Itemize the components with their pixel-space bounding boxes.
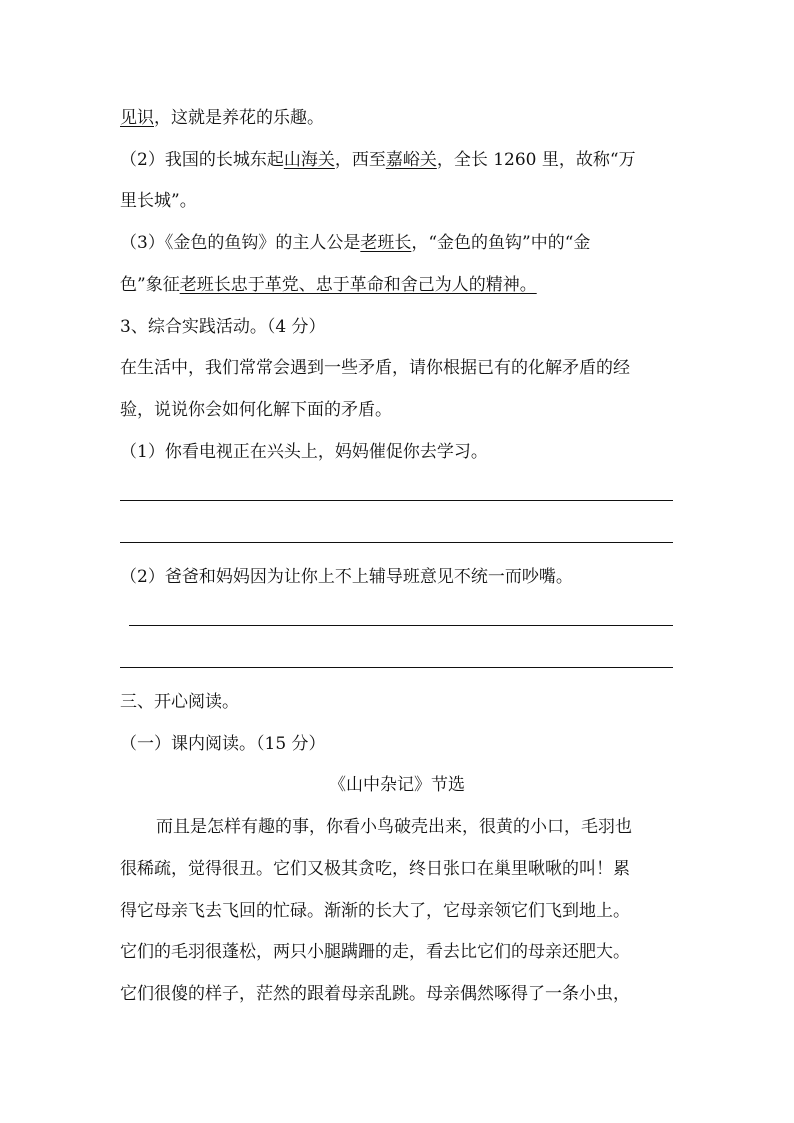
passage-title: 《山中杂记》节选 (329, 775, 465, 795)
passage-line: 它们很傻的样子，茫然的跟着母亲乱跳。母亲偶然啄得了一条小虫， (120, 984, 630, 1004)
question-3-item-2: （2）爸爸和妈妈因为让你上不上辅导班意见不统一而吵嘴。 (120, 567, 573, 587)
answer-underline: 山海关 (283, 150, 335, 170)
question-3-heading: 3、综合实践活动。（4 分） (120, 317, 326, 337)
question-item-3-line-1 (120, 231, 590, 255)
question-item-2-line-2: 里长城”。 (120, 191, 197, 211)
question-text: ，“金色的鱼钩”中的“金 (411, 233, 591, 253)
question-item-3-line-2 (120, 273, 537, 297)
answer-underline: 嘉峪关 (385, 150, 437, 170)
answer-underline: 老班长忠于革党、忠于革命和舍己为人的精神。 (179, 275, 537, 295)
question-text: 色”象征 (120, 275, 180, 295)
answer-blank-line[interactable] (120, 542, 673, 543)
passage-line: 得它母亲飞去飞回的忙碌。渐渐的长大了，它母亲领它们飞到地上。 (120, 901, 630, 921)
section-3-sub-heading: （一）课内阅读。（15 分） (120, 734, 326, 754)
passage-line: 很稀疏，觉得很丑。它们又极其贪吃，终日张口在巢里啾啾的叫！累 (120, 859, 630, 879)
question-text: （2）我国的长城东起 (120, 150, 284, 170)
question-3-intro-line-1: 在生活中，我们常常会遇到一些矛盾，请你根据已有的化解矛盾的经 (120, 358, 630, 378)
answer-underline: 老班长 (360, 233, 412, 253)
question-3-item-1: （1）你看电视正在兴头上，妈妈催促你去学习。 (120, 442, 488, 462)
answer-blank-line[interactable] (120, 667, 673, 668)
answer-line-q2-continuation (120, 106, 324, 130)
question-text: ，全长 1260 里，故称“万 (436, 150, 636, 170)
section-3-heading: 三、开心阅读。 (120, 692, 239, 712)
passage-line: 它们的毛羽很蓬松，两只小腿蹒跚的走，看去比它们的母亲还肥大。 (120, 942, 630, 962)
answer-blank-line[interactable] (120, 500, 673, 501)
question-text: ，西至 (334, 150, 386, 170)
answer-underline: 见识 (120, 108, 154, 128)
answer-text: ，这就是养花的乐趣。 (154, 108, 324, 128)
question-text: （3）《金色的鱼钩》的主人公是 (120, 233, 361, 253)
passage-line: 而且是怎样有趣的事，你看小鸟破壳出来，很黄的小口，毛羽也 (156, 817, 632, 837)
answer-blank-line[interactable] (129, 625, 673, 626)
question-3-intro-line-2: 验，说说你会如何化解下面的矛盾。 (120, 400, 392, 420)
question-item-2-line-1 (120, 148, 636, 172)
